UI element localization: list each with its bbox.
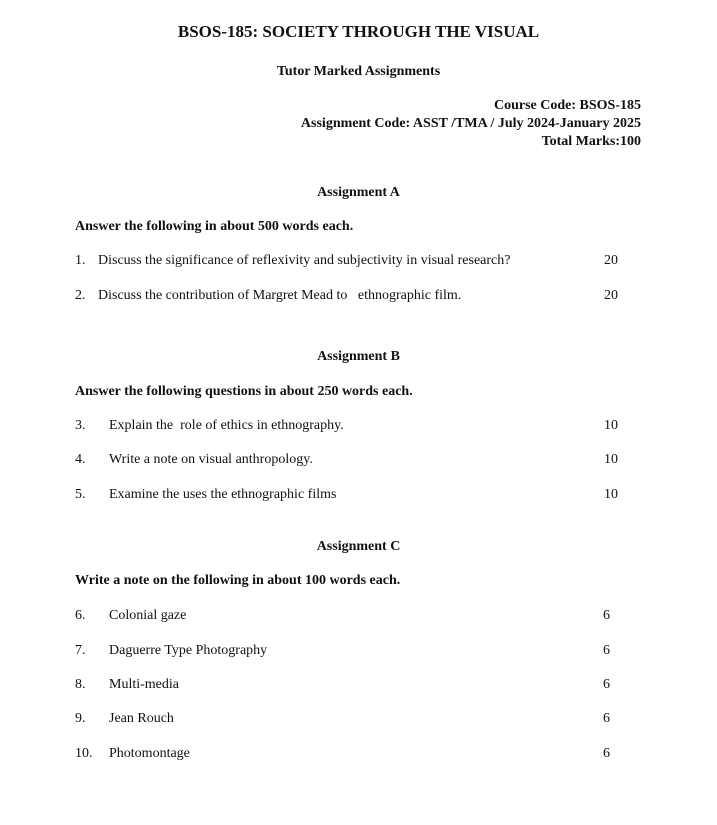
question-marks: 20 [604,253,618,268]
question-number: 7. [75,643,86,658]
section-instruction-c: Write a note on the following in about 100 words each. [75,573,401,588]
question-marks: 6 [603,677,610,692]
section-instruction-a: Answer the following in about 500 words each. [75,219,354,234]
question-text: Multi-media [109,677,179,692]
section-heading-b: Assignment B [317,349,400,364]
question-number: 3. [75,418,86,433]
question-number: 10. [75,746,93,761]
question-text: Discuss the significance of reflexivity and subjectivity in visual research? [98,253,511,268]
question-text: Discuss the contribution of Margret Mead to ethnographic film. [98,288,462,303]
question-text: Daguerre Type Photography [109,643,268,658]
question-row [75,643,622,663]
question-text: Photomontage [109,746,190,761]
question-row [75,711,622,731]
section-heading-c: Assignment C [316,539,401,554]
question-row [75,253,622,273]
assignment-code: Assignment Code: ASST /TMA / July 2024-January 2025 [300,116,641,131]
question-marks: 10 [604,418,618,433]
question-marks: 6 [603,711,610,726]
question-marks: 6 [603,746,610,761]
question-number: 9. [75,711,86,726]
question-number: 2. [75,288,86,303]
question-row [75,452,622,472]
question-number: 4. [75,452,86,467]
question-text: Jean Rouch [109,711,174,726]
question-row [75,418,622,438]
question-number: 6. [75,608,86,623]
document-title: BSOS-185: SOCIETY THROUGH THE VISUAL [177,22,540,41]
document-subtitle: Tutor Marked Assignments [276,64,441,79]
question-row [75,288,622,308]
question-row [75,677,622,697]
question-number: 8. [75,677,86,692]
section-heading-a: Assignment A [317,185,400,200]
question-text: Write a note on visual anthropology. [109,452,313,467]
question-text: Explain the role of ethics in ethnography. [109,418,344,433]
question-row [75,608,622,628]
question-marks: 6 [603,608,610,623]
question-marks: 20 [604,288,618,303]
course-code: Course Code: BSOS-185 [493,98,641,113]
total-marks: Total Marks:100 [541,134,641,149]
course-info-block [301,97,641,151]
question-text: Colonial gaze [109,608,187,623]
question-number: 1. [75,253,86,268]
question-marks: 6 [603,643,610,658]
question-row [75,746,622,766]
question-marks: 10 [604,487,618,502]
question-marks: 10 [604,452,618,467]
question-number: 5. [75,487,86,502]
section-instruction-b: Answer the following questions in about 250 words each. [75,384,413,399]
question-row [75,487,622,507]
question-text: Examine the uses the ethnographic films [109,487,337,502]
